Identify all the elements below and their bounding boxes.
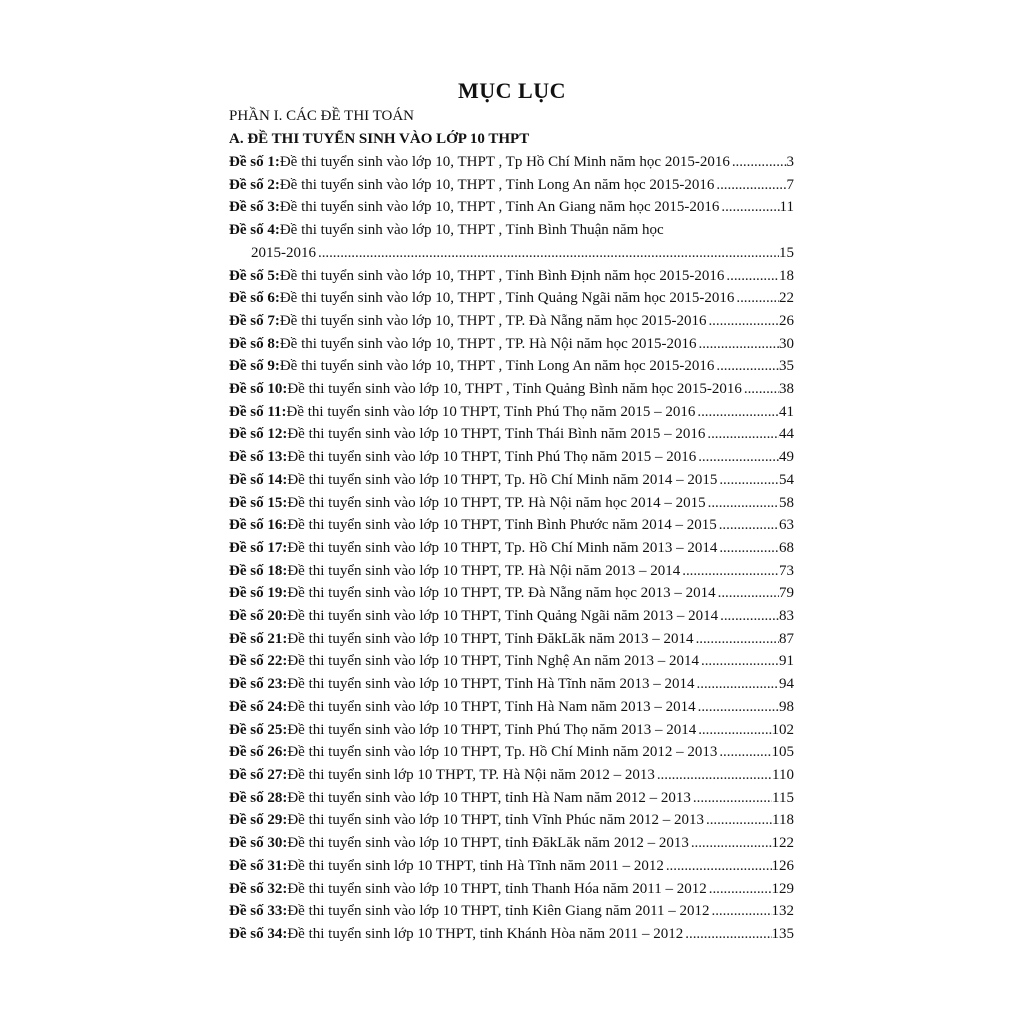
entry-title: Đề thi tuyển sinh vào lớp 10 THPT, Tỉnh Phú Thọ năm 2015 – 2016 xyxy=(286,403,696,420)
dot-leader xyxy=(717,514,779,537)
dot-leader xyxy=(705,423,779,446)
dot-leader xyxy=(710,900,772,923)
entry-label: Đề số 26: xyxy=(229,744,288,761)
page-number: 63 xyxy=(779,517,794,534)
toc-entry-line xyxy=(229,446,794,469)
toc-entry-line xyxy=(229,492,794,515)
entry-title: Đề thi tuyển sinh lớp 10 THPT, tỉnh Khánh Hòa năm 2011 – 2012 xyxy=(287,925,684,942)
toc-entry xyxy=(229,401,794,424)
toc-entry xyxy=(229,310,794,333)
toc-entry-line xyxy=(229,265,794,288)
page-number: 41 xyxy=(779,403,794,420)
entry-label: Đề số 29: xyxy=(229,812,288,829)
toc-entry-line xyxy=(229,741,794,764)
dot-leader xyxy=(718,605,779,628)
entry-title: Đề thi tuyển sinh vào lớp 10 THPT, Tỉnh Hà Nam năm 2013 – 2014 xyxy=(287,698,696,715)
page-number: 11 xyxy=(779,199,794,216)
toc-entry-line xyxy=(229,900,794,923)
entry-label: Đề số 33: xyxy=(229,903,288,920)
toc-entry-line xyxy=(229,560,794,583)
entry-title: Đề thi tuyển sinh vào lớp 10, THPT , Tỉnh Long An năm học 2015-2016 xyxy=(279,176,715,193)
page-number: 3 xyxy=(786,154,794,170)
toc-entry-line xyxy=(229,764,794,787)
page-number: 54 xyxy=(779,471,794,488)
page-number: 102 xyxy=(771,721,794,738)
entry-title: Đề thi tuyển sinh vào lớp 10 THPT, tỉnh Thanh Hóa năm 2011 – 2012 xyxy=(287,880,707,897)
toc-entry-line xyxy=(229,719,794,742)
toc-entry xyxy=(229,832,794,855)
page-number: 110 xyxy=(772,766,794,783)
entry-title: Đề thi tuyển sinh vào lớp 10 THPT, tỉnh Vĩnh Phúc năm 2012 – 2013 xyxy=(287,812,704,829)
entry-label: Đề số 7: xyxy=(229,312,280,329)
dot-leader xyxy=(683,923,771,946)
page-number: 44 xyxy=(779,426,794,443)
entry-title: Đề thi tuyển sinh vào lớp 10 THPT, Tỉnh Nghệ An năm 2013 – 2014 xyxy=(287,653,699,670)
page-number: 7 xyxy=(786,176,794,193)
entry-title: Đề thi tuyển sinh vào lớp 10 THPT, Tỉnh Phú Thọ năm 2013 – 2014 xyxy=(287,721,697,738)
page-number: 30 xyxy=(779,335,794,352)
toc-entry-line xyxy=(229,582,794,605)
page-number: 22 xyxy=(779,290,794,307)
page-number: 49 xyxy=(779,449,794,466)
toc-entry-line xyxy=(229,787,794,810)
dot-leader xyxy=(694,628,779,651)
toc-entry-line xyxy=(229,832,794,855)
entry-label: Đề số 3: xyxy=(229,199,280,216)
toc-entry xyxy=(229,923,794,946)
toc-entry xyxy=(229,809,794,832)
section-heading: A. ĐỀ THI TUYỂN SINH VÀO LỚP 10 THPT xyxy=(229,131,530,147)
entry-label: Đề số 9: xyxy=(229,358,280,375)
toc-entry xyxy=(229,355,794,378)
entry-label: Đề số 19: xyxy=(229,585,288,602)
toc-entry-line xyxy=(229,514,794,537)
toc-entry xyxy=(229,741,794,764)
dot-leader xyxy=(695,401,779,424)
dot-leader xyxy=(734,287,779,310)
dot-leader xyxy=(706,492,779,515)
page-number: 91 xyxy=(779,653,794,670)
toc-entry xyxy=(229,196,794,219)
toc-entry xyxy=(229,423,794,446)
entry-title-continued: 2015-2016 xyxy=(251,244,316,261)
entry-title: Đề thi tuyển sinh vào lớp 10 THPT, Tp. Hồ Chí Minh năm 2012 – 2013 xyxy=(287,744,718,761)
entry-label: Đề số 8: xyxy=(229,335,280,352)
toc-entry xyxy=(229,446,794,469)
toc-entry-line xyxy=(229,537,794,560)
entry-title: Đề thi tuyển sinh vào lớp 10 THPT, Tp. Hồ Chí Minh năm 2013 – 2014 xyxy=(287,539,718,556)
entry-label: Đề số 14: xyxy=(229,471,288,488)
toc-entry xyxy=(229,696,794,719)
entry-title: Đề thi tuyển sinh vào lớp 10, THPT , Tỉnh Quảng Bình năm học 2015-2016 xyxy=(287,381,742,398)
dot-leader xyxy=(655,764,772,787)
page-number: 79 xyxy=(779,585,794,602)
entry-title: Đề thi tuyển sinh vào lớp 10 THPT, tỉnh Kiên Giang năm 2011 – 2012 xyxy=(287,903,710,920)
toc-entry-line xyxy=(229,855,794,878)
toc-entry xyxy=(229,560,794,583)
toc-entry-line xyxy=(229,401,794,424)
toc-entry xyxy=(229,764,794,787)
entry-title: Đề thi tuyển sinh vào lớp 10 THPT, Tỉnh Thái Bình năm 2015 – 2016 xyxy=(287,426,706,443)
entry-label: Đề số 13: xyxy=(229,449,288,466)
entry-title: Đề thi tuyển sinh vào lớp 10, THPT , Tỉnh Bình Thuận năm học xyxy=(279,222,664,239)
dot-leader xyxy=(742,378,779,401)
toc-entry xyxy=(229,628,794,651)
toc-entry xyxy=(229,605,794,628)
page-number: 73 xyxy=(779,562,794,579)
dot-leader xyxy=(695,673,779,696)
toc-entry xyxy=(229,492,794,515)
toc-entry-line xyxy=(229,673,794,696)
entry-title: Đề thi tuyển sinh vào lớp 10, THPT , Tỉnh Long An năm học 2015-2016 xyxy=(279,358,715,375)
page-number: 122 xyxy=(771,835,794,852)
entry-title: Đề thi tuyển sinh vào lớp 10 THPT, TP. Đà Nẵng năm học 2013 – 2014 xyxy=(287,585,716,602)
dot-leader xyxy=(717,469,779,492)
page-number: 15 xyxy=(779,244,794,261)
dot-leader xyxy=(680,560,779,583)
part-heading: PHẦN I. CÁC ĐỀ THI TOÁN xyxy=(229,108,415,124)
entry-label: Đề số 15: xyxy=(229,494,288,511)
toc-entry xyxy=(229,582,794,605)
entry-label: Đề số 5: xyxy=(229,267,280,284)
page-number: 83 xyxy=(779,608,794,625)
entry-label: Đề số 30: xyxy=(229,835,288,852)
entry-label: Đề số 6: xyxy=(229,290,280,307)
entry-label: Đề số 18: xyxy=(229,562,288,579)
toc-entry xyxy=(229,537,794,560)
entry-label: Đề số 27: xyxy=(229,766,288,783)
entry-title: Đề thi tuyển sinh vào lớp 10 THPT, TP. Hà Nội năm 2013 – 2014 xyxy=(287,562,681,579)
entry-label: Đề số 25: xyxy=(229,721,288,738)
page-number: 98 xyxy=(779,698,794,715)
entry-title: Đề thi tuyển sinh vào lớp 10, THPT , Tp Hồ Chí Minh năm học 2015-2016 xyxy=(279,154,730,170)
dot-leader xyxy=(717,537,779,560)
entry-label: Đề số 28: xyxy=(229,789,288,806)
entry-title: Đề thi tuyển sinh vào lớp 10, THPT , Tỉnh Bình Định năm học 2015-2016 xyxy=(279,267,725,284)
entry-title: Đề thi tuyển sinh vào lớp 10 THPT, Tỉnh Phú Thọ năm 2015 – 2016 xyxy=(287,449,697,466)
toc-entry-line xyxy=(229,151,794,174)
toc-entry-line xyxy=(229,923,794,946)
entry-title: Đề thi tuyển sinh vào lớp 10 THPT, Tỉnh ĐăkLăk năm 2013 – 2014 xyxy=(287,630,694,647)
entry-label: Đề số 16: xyxy=(229,517,288,534)
entry-title: Đề thi tuyển sinh vào lớp 10, THPT , TP. Đà Nẵng năm học 2015-2016 xyxy=(279,312,707,329)
dot-leader xyxy=(699,650,779,673)
entry-title: Đề thi tuyển sinh vào lớp 10 THPT, Tỉnh Bình Phước năm 2014 – 2015 xyxy=(287,517,717,534)
toc-entry-line xyxy=(229,242,794,265)
entry-label: Đề số 22: xyxy=(229,653,288,670)
entry-title: Đề thi tuyển sinh vào lớp 10 THPT, Tỉnh Hà Tĩnh năm 2013 – 2014 xyxy=(287,676,695,693)
page-number: 18 xyxy=(779,267,794,284)
page-number: 26 xyxy=(779,312,794,329)
dot-leader xyxy=(714,174,786,197)
toc-entry xyxy=(229,469,794,492)
entry-label: Đề số 32: xyxy=(229,880,288,897)
entry-title: Đề thi tuyển sinh vào lớp 10, THPT , TP. Hà Nội năm học 2015-2016 xyxy=(279,335,697,352)
table-of-contents xyxy=(229,151,794,946)
dot-leader xyxy=(689,832,772,855)
dot-leader xyxy=(714,355,779,378)
toc-entry xyxy=(229,174,794,197)
toc-entry-line xyxy=(229,287,794,310)
entry-label: Đề số 21: xyxy=(229,630,288,647)
toc-entry xyxy=(229,855,794,878)
entry-label: Đề số 31: xyxy=(229,857,288,874)
toc-entry xyxy=(229,900,794,923)
toc-entry-line xyxy=(229,196,794,219)
entry-label: Đề số 2: xyxy=(229,176,280,193)
toc-entry-line xyxy=(229,355,794,378)
toc-entry xyxy=(229,650,794,673)
page-number: 135 xyxy=(771,925,794,942)
entry-label: Đề số 20: xyxy=(229,608,288,625)
toc-entry-line xyxy=(229,696,794,719)
entry-title: Đề thi tuyển sinh vào lớp 10 THPT, tỉnh ĐăkLăk năm 2012 – 2013 xyxy=(287,835,689,852)
toc-entry xyxy=(229,673,794,696)
dot-leader xyxy=(707,878,772,901)
toc-entry-line xyxy=(229,628,794,651)
page-title: MỤC LỤC xyxy=(458,78,566,103)
toc-entry xyxy=(229,514,794,537)
entry-title: Đề thi tuyển sinh vào lớp 10 THPT, tỉnh Hà Nam năm 2012 – 2013 xyxy=(287,789,691,806)
toc-entry-line xyxy=(229,605,794,628)
page-number: 132 xyxy=(771,903,794,920)
dot-leader xyxy=(691,787,772,810)
entry-label: Đề số 34: xyxy=(229,925,288,942)
entry-title: Đề thi tuyển sinh vào lớp 10 THPT, Tp. Hồ Chí Minh năm 2014 – 2015 xyxy=(287,471,718,488)
page-number: 115 xyxy=(772,789,794,806)
toc-entry xyxy=(229,287,794,310)
entry-label: Đề số 11: xyxy=(229,403,287,420)
dot-leader xyxy=(730,151,787,174)
entry-title: Đề thi tuyển sinh vào lớp 10 THPT, Tỉnh Quảng Ngãi năm 2013 – 2014 xyxy=(287,608,719,625)
dot-leader xyxy=(704,809,772,832)
toc-entry-line xyxy=(229,310,794,333)
entry-title: Đề thi tuyển sinh vào lớp 10, THPT , Tỉnh Quảng Ngãi năm học 2015-2016 xyxy=(279,290,735,307)
page-number: 129 xyxy=(771,880,794,897)
entry-title: Đề thi tuyển sinh lớp 10 THPT, tỉnh Hà Tĩnh năm 2011 – 2012 xyxy=(287,857,664,874)
entry-title: Đề thi tuyển sinh lớp 10 THPT, TP. Hà Nội năm 2012 – 2013 xyxy=(287,766,655,783)
dot-leader xyxy=(696,719,771,742)
entry-label: Đề số 10: xyxy=(229,381,288,398)
entry-label: Đề số 17: xyxy=(229,539,288,556)
dot-leader xyxy=(664,855,772,878)
dot-leader xyxy=(697,333,780,356)
entry-title: Đề thi tuyển sinh vào lớp 10, THPT , Tỉnh An Giang năm học 2015-2016 xyxy=(279,199,720,216)
toc-entry xyxy=(229,265,794,288)
page-number: 105 xyxy=(771,744,794,761)
toc-entry-line xyxy=(229,378,794,401)
entry-label: Đề số 4: xyxy=(229,222,280,239)
page-number: 58 xyxy=(779,494,794,511)
page-number: 38 xyxy=(779,381,794,398)
toc-entry xyxy=(229,151,794,174)
page-number: 94 xyxy=(779,676,794,693)
entry-title: Đề thi tuyển sinh vào lớp 10 THPT, TP. Hà Nội năm học 2014 – 2015 xyxy=(287,494,706,511)
page-number: 126 xyxy=(771,857,794,874)
entry-label: Đề số 12: xyxy=(229,426,288,443)
toc-entry-line xyxy=(229,809,794,832)
toc-entry-line xyxy=(229,219,794,242)
toc-entry-line xyxy=(229,878,794,901)
toc-entry xyxy=(229,787,794,810)
toc-entry-line xyxy=(229,469,794,492)
dot-leader xyxy=(696,446,779,469)
entry-label: Đề số 1: xyxy=(229,154,280,170)
dot-leader xyxy=(696,696,779,719)
dot-leader xyxy=(706,310,779,333)
toc-entry xyxy=(229,878,794,901)
page-number: 87 xyxy=(779,630,794,647)
dot-leader xyxy=(716,582,779,605)
toc-entry-line xyxy=(229,174,794,197)
toc-entry xyxy=(229,378,794,401)
toc-entry xyxy=(229,719,794,742)
toc-entry-line xyxy=(229,423,794,446)
toc-entry-line xyxy=(229,333,794,356)
dot-leader xyxy=(717,741,771,764)
toc-entry xyxy=(229,219,794,264)
page-number: 35 xyxy=(779,358,794,375)
dot-leader xyxy=(316,242,779,265)
entry-label: Đề số 23: xyxy=(229,676,288,693)
page-number: 118 xyxy=(772,812,794,829)
entry-label: Đề số 24: xyxy=(229,698,288,715)
toc-entry xyxy=(229,333,794,356)
toc-entry-line xyxy=(229,650,794,673)
dot-leader xyxy=(724,265,779,288)
dot-leader xyxy=(719,196,779,219)
page-number: 68 xyxy=(779,539,794,556)
